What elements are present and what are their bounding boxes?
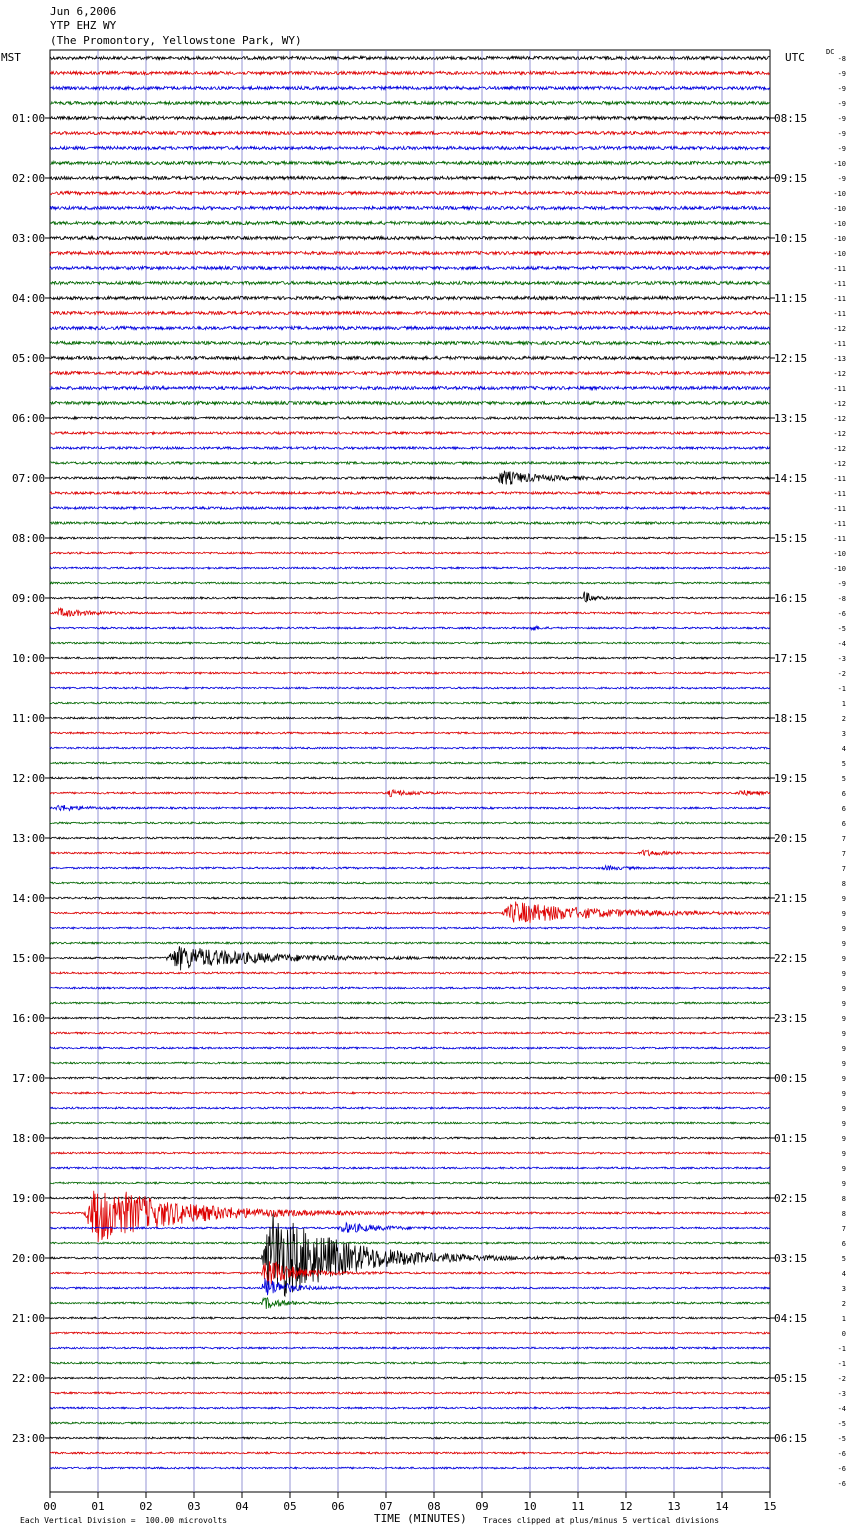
right-hour-label: 19:15 — [774, 772, 808, 785]
dc-offset-label: -3 — [837, 1390, 846, 1398]
dc-offset-label: -3 — [837, 655, 846, 663]
x-tick-label: 01 — [91, 1500, 105, 1513]
dc-offset-label: -10 — [833, 565, 846, 573]
left-axis-label: MST — [1, 51, 21, 64]
dc-offset-label: -11 — [833, 490, 846, 498]
dc-offset-label: -1 — [837, 1360, 846, 1368]
dc-offset-label: -10 — [833, 205, 846, 213]
dc-offset-label: -12 — [833, 415, 846, 423]
trace-line-81 — [50, 1261, 770, 1284]
dc-offset-label: -11 — [833, 475, 846, 483]
left-hour-label: 21:00 — [12, 1312, 46, 1325]
dc-offset-label: -5 — [837, 1435, 846, 1443]
trace-line-20 — [50, 356, 770, 359]
trace-line-9 — [50, 191, 770, 194]
right-hour-label: 17:15 — [774, 652, 808, 665]
dc-offset-label: -9 — [837, 175, 846, 183]
trace-line-21 — [50, 371, 770, 374]
trace-line-80 — [50, 1213, 770, 1296]
left-hour-label: 19:00 — [12, 1192, 46, 1205]
trace-line-45 — [50, 732, 770, 734]
trace-line-52 — [50, 837, 770, 839]
trace-line-49 — [50, 790, 770, 797]
right-hour-label: 20:15 — [774, 832, 808, 845]
dc-offset-label: 9 — [841, 1180, 846, 1188]
trace-line-67 — [50, 1062, 770, 1064]
trace-line-87 — [50, 1362, 770, 1364]
dc-offset-label: 2 — [841, 715, 846, 723]
trace-line-29 — [50, 492, 770, 494]
dc-offset-label: 6 — [841, 805, 846, 813]
left-hour-label: 08:00 — [12, 532, 46, 545]
x-tick-label: 07 — [379, 1500, 393, 1513]
trace-line-78 — [50, 1223, 770, 1233]
x-tick-label: 05 — [283, 1500, 297, 1513]
dc-offset-label: -9 — [837, 130, 846, 138]
trace-line-4 — [50, 116, 770, 119]
dc-offset-label: -1 — [837, 1345, 846, 1353]
trace-line-11 — [50, 221, 770, 224]
dc-offset-label: 9 — [841, 925, 846, 933]
x-tick-label: 13 — [667, 1500, 681, 1513]
trace-line-93 — [50, 1452, 770, 1454]
dc-offset-label: 9 — [841, 1060, 846, 1068]
dc-offset-label: 5 — [841, 1255, 846, 1263]
x-tick-label: 09 — [475, 1500, 489, 1513]
trace-line-26 — [50, 447, 770, 449]
dc-offset-label: -6 — [837, 1465, 846, 1473]
trace-line-0 — [50, 56, 770, 59]
dc-offset-label: -11 — [833, 280, 846, 288]
dc-offset-label: 8 — [841, 1210, 846, 1218]
dc-offset-label: 1 — [841, 1315, 846, 1323]
trace-line-25 — [50, 432, 770, 434]
trace-line-76 — [50, 1197, 770, 1199]
trace-line-65 — [50, 1032, 770, 1034]
trace-line-88 — [50, 1377, 770, 1379]
dc-offset-label: 9 — [841, 1165, 846, 1173]
dc-offset-label: -6 — [837, 610, 846, 618]
trace-line-59 — [50, 942, 770, 944]
dc-offset-label: -10 — [833, 550, 846, 558]
trace-line-36 — [50, 592, 770, 602]
x-tick-label: 10 — [523, 1500, 537, 1513]
dc-offset-label: 9 — [841, 1045, 846, 1053]
x-tick-label: 06 — [331, 1500, 345, 1513]
dc-offset-label: 9 — [841, 1150, 846, 1158]
dc-offset-label: 6 — [841, 820, 846, 828]
trace-line-18 — [50, 326, 770, 329]
left-hour-label: 12:00 — [12, 772, 46, 785]
x-tick-label: 00 — [43, 1500, 57, 1513]
dc-offset-label: -13 — [833, 355, 846, 363]
trace-line-63 — [50, 1002, 770, 1004]
trace-line-3 — [50, 101, 770, 104]
left-hour-label: 17:00 — [12, 1072, 46, 1085]
dc-offset-label: -12 — [833, 370, 846, 378]
trace-line-54 — [50, 866, 770, 871]
x-tick-label: 02 — [139, 1500, 153, 1513]
left-hour-label: 05:00 — [12, 352, 46, 365]
right-hour-label: 21:15 — [774, 892, 808, 905]
left-hour-label: 07:00 — [12, 472, 46, 485]
dc-offset-label: 9 — [841, 1075, 846, 1083]
dc-offset-label: 4 — [841, 1270, 846, 1278]
dc-offset-label: -4 — [837, 1405, 846, 1413]
left-hour-label: 20:00 — [12, 1252, 46, 1265]
x-tick-label: 11 — [571, 1500, 585, 1513]
dc-offset-label: 0 — [841, 1330, 846, 1338]
x-tick-label: 03 — [187, 1500, 201, 1513]
trace-line-56 — [50, 897, 770, 899]
dc-offset-label: 7 — [841, 850, 846, 858]
dc-offset-label: -10 — [833, 190, 846, 198]
trace-line-37 — [50, 608, 770, 616]
plot-frame — [50, 50, 770, 1492]
trace-line-60 — [50, 946, 770, 970]
dc-offset-label: -9 — [837, 100, 846, 108]
trace-line-39 — [50, 642, 770, 644]
dc-offset-label: 9 — [841, 940, 846, 948]
trace-line-83 — [50, 1298, 770, 1309]
dc-offset-label: 9 — [841, 1135, 846, 1143]
dc-offset-label: 9 — [841, 985, 846, 993]
trace-line-23 — [50, 401, 770, 404]
dc-offset-label: -9 — [837, 580, 846, 588]
dc-offset-label: 9 — [841, 1030, 846, 1038]
trace-line-14 — [50, 266, 770, 269]
dc-offset-label: -10 — [833, 235, 846, 243]
right-hour-label: 08:15 — [774, 112, 808, 125]
x-axis-label: TIME (MINUTES) — [374, 1512, 467, 1525]
dc-label: DC — [826, 48, 835, 56]
x-tick-label: 14 — [715, 1500, 729, 1513]
dc-offset-label: -9 — [837, 115, 846, 123]
dc-offset-label: -2 — [837, 1375, 846, 1383]
trace-line-33 — [50, 552, 770, 554]
trace-line-51 — [50, 822, 770, 824]
trace-line-91 — [50, 1422, 770, 1424]
dc-offset-label: 9 — [841, 1000, 846, 1008]
scale-note: Each Vertical Division = 100.00 microvolts — [20, 1516, 228, 1525]
left-hour-label: 16:00 — [12, 1012, 46, 1025]
trace-line-79 — [50, 1242, 770, 1244]
trace-line-48 — [50, 777, 770, 779]
right-hour-label: 11:15 — [774, 292, 808, 305]
trace-line-46 — [50, 747, 770, 749]
dc-offset-label: 7 — [841, 835, 846, 843]
trace-line-12 — [50, 236, 770, 239]
trace-line-64 — [50, 1017, 770, 1019]
dc-offset-label: -6 — [837, 1480, 846, 1488]
trace-line-44 — [50, 717, 770, 719]
trace-line-47 — [50, 762, 770, 764]
dc-offset-label: -10 — [833, 220, 846, 228]
trace-line-15 — [50, 281, 770, 284]
trace-line-22 — [50, 386, 770, 389]
trace-line-43 — [50, 702, 770, 704]
dc-offset-label: -12 — [833, 325, 846, 333]
trace-line-5 — [50, 131, 770, 134]
right-hour-label: 12:15 — [774, 352, 808, 365]
station-code: YTP EHZ WY — [50, 19, 117, 32]
trace-line-85 — [50, 1332, 770, 1334]
right-hour-label: 22:15 — [774, 952, 808, 965]
right-hour-label: 01:15 — [774, 1132, 808, 1145]
left-hour-label: 14:00 — [12, 892, 46, 905]
right-hour-label: 23:15 — [774, 1012, 808, 1025]
dc-offset-label: 3 — [841, 1285, 846, 1293]
dc-offset-label: -2 — [837, 670, 846, 678]
dc-offset-label: 7 — [841, 865, 846, 873]
trace-line-58 — [50, 927, 770, 929]
right-hour-label: 18:15 — [774, 712, 808, 725]
right-hour-label: 02:15 — [774, 1192, 808, 1205]
dc-offset-label: 8 — [841, 1195, 846, 1203]
dc-offset-label: 4 — [841, 745, 846, 753]
trace-line-10 — [50, 206, 770, 209]
dc-offset-label: -12 — [833, 445, 846, 453]
dc-offset-label: -11 — [833, 310, 846, 318]
right-hour-label: 06:15 — [774, 1432, 808, 1445]
right-hour-label: 13:15 — [774, 412, 808, 425]
trace-line-32 — [50, 537, 770, 539]
dc-offset-label: -1 — [837, 685, 846, 693]
trace-line-62 — [50, 987, 770, 989]
dc-offset-label: 7 — [841, 1225, 846, 1233]
right-hour-label: 16:15 — [774, 592, 808, 605]
plot-date: Jun 6,2006 — [50, 5, 117, 18]
trace-line-84 — [50, 1317, 770, 1319]
dc-offset-label: -8 — [837, 55, 846, 63]
x-tick-label: 08 — [427, 1500, 441, 1513]
dc-offset-label: -12 — [833, 430, 846, 438]
right-hour-label: 00:15 — [774, 1072, 808, 1085]
trace-line-2 — [50, 86, 770, 89]
left-hour-label: 13:00 — [12, 832, 46, 845]
trace-line-89 — [50, 1392, 770, 1394]
dc-offset-label: 3 — [841, 730, 846, 738]
dc-offset-label: -11 — [833, 295, 846, 303]
dc-offset-label: -5 — [837, 1420, 846, 1428]
left-hour-label: 03:00 — [12, 232, 46, 245]
station-location: (The Promontory, Yellowstone Park, WY) — [50, 34, 302, 47]
dc-offset-label: 9 — [841, 1105, 846, 1113]
dc-offset-label: 5 — [841, 775, 846, 783]
dc-offset-label: 9 — [841, 910, 846, 918]
dc-offset-label: -9 — [837, 85, 846, 93]
left-hour-label: 02:00 — [12, 172, 46, 185]
left-hour-label: 22:00 — [12, 1372, 46, 1385]
x-tick-label: 15 — [763, 1500, 777, 1513]
left-hour-label: 04:00 — [12, 292, 46, 305]
dc-offset-label: 6 — [841, 1240, 846, 1248]
trace-line-40 — [50, 657, 770, 659]
dc-offset-label: -6 — [837, 1450, 846, 1458]
dc-offset-label: 9 — [841, 1120, 846, 1128]
right-hour-label: 10:15 — [774, 232, 808, 245]
left-hour-label: 06:00 — [12, 412, 46, 425]
x-tick-label: 12 — [619, 1500, 633, 1513]
trace-line-72 — [50, 1137, 770, 1139]
dc-offset-label: -9 — [837, 145, 846, 153]
dc-offset-label: -4 — [837, 640, 846, 648]
trace-line-92 — [50, 1437, 770, 1439]
dc-offset-label: 8 — [841, 880, 846, 888]
dc-offset-label: -11 — [833, 505, 846, 513]
trace-line-68 — [50, 1077, 770, 1079]
trace-line-50 — [50, 805, 770, 811]
dc-offset-label: 5 — [841, 760, 846, 768]
dc-offset-label: -10 — [833, 250, 846, 258]
trace-line-38 — [50, 626, 770, 630]
trace-line-42 — [50, 687, 770, 689]
trace-line-13 — [50, 251, 770, 254]
trace-line-61 — [50, 972, 770, 974]
trace-line-82 — [50, 1278, 770, 1295]
dc-offset-label: 9 — [841, 970, 846, 978]
trace-line-86 — [50, 1347, 770, 1349]
trace-line-19 — [50, 341, 770, 344]
trace-line-27 — [50, 462, 770, 464]
dc-offset-label: 1 — [841, 700, 846, 708]
left-hour-label: 23:00 — [12, 1432, 46, 1445]
trace-line-28 — [50, 471, 770, 484]
dc-offset-label: 2 — [841, 1300, 846, 1308]
clip-note: Traces clipped at plus/minus 5 vertical divisions — [483, 1516, 720, 1525]
dc-offset-label: 9 — [841, 1015, 846, 1023]
right-hour-label: 04:15 — [774, 1312, 808, 1325]
trace-line-35 — [50, 582, 770, 584]
trace-line-71 — [50, 1122, 770, 1124]
dc-offset-label: 9 — [841, 955, 846, 963]
dc-offset-label: -12 — [833, 400, 846, 408]
dc-offset-label: -8 — [837, 595, 846, 603]
trace-line-53 — [50, 850, 770, 856]
trace-line-66 — [50, 1047, 770, 1049]
trace-line-57 — [50, 902, 770, 923]
dc-offset-label: 6 — [841, 790, 846, 798]
trace-line-17 — [50, 311, 770, 314]
left-hour-label: 11:00 — [12, 712, 46, 725]
trace-line-75 — [50, 1182, 770, 1184]
right-axis-label: UTC — [785, 51, 805, 64]
trace-line-34 — [50, 567, 770, 569]
left-hour-label: 18:00 — [12, 1132, 46, 1145]
dc-offset-label: 9 — [841, 1090, 846, 1098]
right-hour-label: 03:15 — [774, 1252, 808, 1265]
right-hour-label: 15:15 — [774, 532, 808, 545]
dc-offset-label: 9 — [841, 895, 846, 903]
left-hour-label: 10:00 — [12, 652, 46, 665]
right-hour-label: 05:15 — [774, 1372, 808, 1385]
trace-line-55 — [50, 882, 770, 884]
trace-line-73 — [50, 1152, 770, 1154]
dc-offset-label: -11 — [833, 265, 846, 273]
trace-line-31 — [50, 522, 770, 524]
trace-line-94 — [50, 1467, 770, 1469]
trace-line-70 — [50, 1107, 770, 1109]
trace-line-7 — [50, 161, 770, 164]
trace-line-30 — [50, 507, 770, 509]
left-hour-label: 15:00 — [12, 952, 46, 965]
dc-offset-label: -11 — [833, 520, 846, 528]
trace-line-16 — [50, 296, 770, 299]
dc-offset-label: -10 — [833, 160, 846, 168]
trace-line-24 — [50, 417, 770, 419]
trace-line-1 — [50, 71, 770, 74]
dc-offset-label: -11 — [833, 340, 846, 348]
dc-offset-label: -11 — [833, 535, 846, 543]
dc-offset-label: -12 — [833, 460, 846, 468]
x-tick-label: 04 — [235, 1500, 249, 1513]
trace-line-8 — [50, 176, 770, 179]
trace-line-90 — [50, 1407, 770, 1409]
trace-line-69 — [50, 1092, 770, 1094]
right-hour-label: 14:15 — [774, 472, 808, 485]
right-hour-label: 09:15 — [774, 172, 808, 185]
dc-offset-label: -9 — [837, 70, 846, 78]
left-hour-label: 01:00 — [12, 112, 46, 125]
dc-offset-label: -5 — [837, 625, 846, 633]
trace-line-74 — [50, 1167, 770, 1169]
trace-line-41 — [50, 672, 770, 674]
left-hour-label: 09:00 — [12, 592, 46, 605]
trace-line-6 — [50, 146, 770, 149]
dc-offset-label: -11 — [833, 385, 846, 393]
